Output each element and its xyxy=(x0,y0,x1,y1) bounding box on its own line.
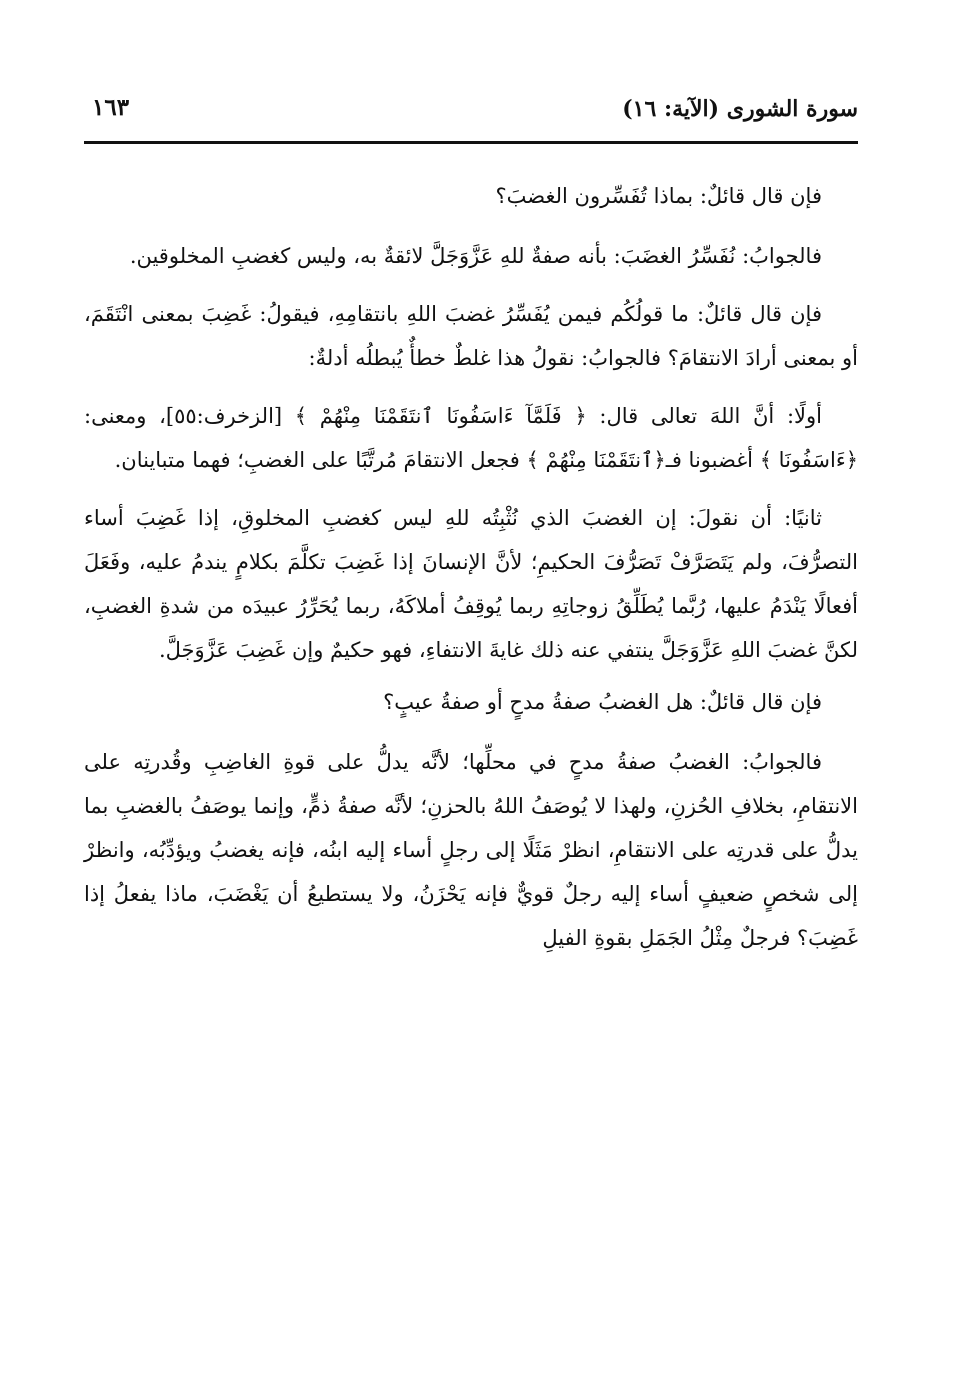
question-paragraph: فإن قال قائلٌ: بماذا تُفَسِّرون الغضبَ؟ xyxy=(495,184,822,208)
answer-paragraph: فالجوابُ: الغضبُ صفةُ مدحٍ في محلِّها؛ لأنَّه يدلُّ على قوةِ الغاضِبِ وقُدرتِه على الانتقامِ، بخلافِ الحُزنِ، ولهذا لا يُوصَفُ اللهُ بالحزنِ؛ لأنَّه صفةُ ذمٍّ، وإنما يوصَفُ بالغضبِ بما يدلُّ على قدرتِه على الانتقامِ، انظرْ مَثَلًا إلى رجلٍ أساء إليه ابنُه، فإنه يغضبُ ويؤدِّبُه، وانظرْ إلى شخصٍ ضعيفٍ أساء إليه رجلٌ قويٌّ فإنه يَحْزَنُ، ولا يستطيعُ أن يَغْضَبَ، ماذا يفعلُ إذا غَضِبَ؟ فرجلٌ مِثْلُ الجَمَلِ بقوةِ الفيلِ xyxy=(84,750,858,950)
evidence-paragraph: ثانيًا: أن نقولَ: إن الغضبَ الذي نُثْبِتُه للهِ ليس كغضبِ المخلوقِ، إذا غَضِبَ أساء التصرُّفَ، ولم يَتَصَرَّفْ تَصَرُّفَ الحكيمِ؛ لأنَّ الإنسانَ إذا غَضِبَ تكلَّمَ بكلامٍ يندمُ عليه، وفَعَلَ أفعالًا يَنْدَمُ عليها، رُبَّما يُطَلِّقُ زوجاتِهِ ربما يُوقِفُ أملاكَهُ، ربما يُحَرِّرُ عبيدَه من شدةِ الغضبِ، لكنَّ غضبَ اللهِ عَزَّوَجَلَّ ينتفي عنه ذلك غايةَ الانتفاءِ، فهو حكيمٌ وإن غَضِبَ عَزَّوَجَلَّ. xyxy=(84,506,858,662)
question-paragraph: فإن قال قائلٌ: ما قولُكُم فيمن يُفَسِّرُ غضبَ اللهِ بانتقامِهِ، فيقولُ: غَضِبَ بمعنى انْتَقَمَ، أو بمعنى أرادَ الانتقامَ؟ فالجوابُ: نقولُ هذا غلطٌ خطأٌ يُبطلُه أدلةٌ: xyxy=(84,302,858,370)
surah-title: سورة الشورى (الآية: ١٦) xyxy=(622,96,858,122)
page-number: ١٦٣ xyxy=(92,94,130,121)
page-body xyxy=(84,174,858,1356)
question-paragraph: فإن قال قائلٌ: هل الغضبُ صفةُ مدحٍ أو صفةُ عيبٍ؟ xyxy=(383,690,822,714)
evidence-paragraph: أولًا: أنَّ اللهَ تعالى قال: ﴿ فَلَمَّآ ءَاسَفُونَا ٱنتَقَمْنَا مِنْهُمْ ﴾ [الزخرف:٥٥]، ومعنى: ﴿ءَاسَفُونَا ﴾ أغضبونا فـ﴿ٱنتَقَمْنَا مِنْهُمْ ﴾ فجعل الانتقامَ مُرتَّبًا على الغضبِ؛ فهما متباينان. xyxy=(84,404,858,472)
header-rule xyxy=(84,141,858,144)
answer-paragraph: فالجوابُ: نُفَسِّرُ الغضَبَ: بأنه صفةٌ للهِ عَزَّوَجَلَّ لائقةٌ به، وليس كغضبِ المخلوقين. xyxy=(129,244,822,268)
running-header xyxy=(84,92,858,144)
